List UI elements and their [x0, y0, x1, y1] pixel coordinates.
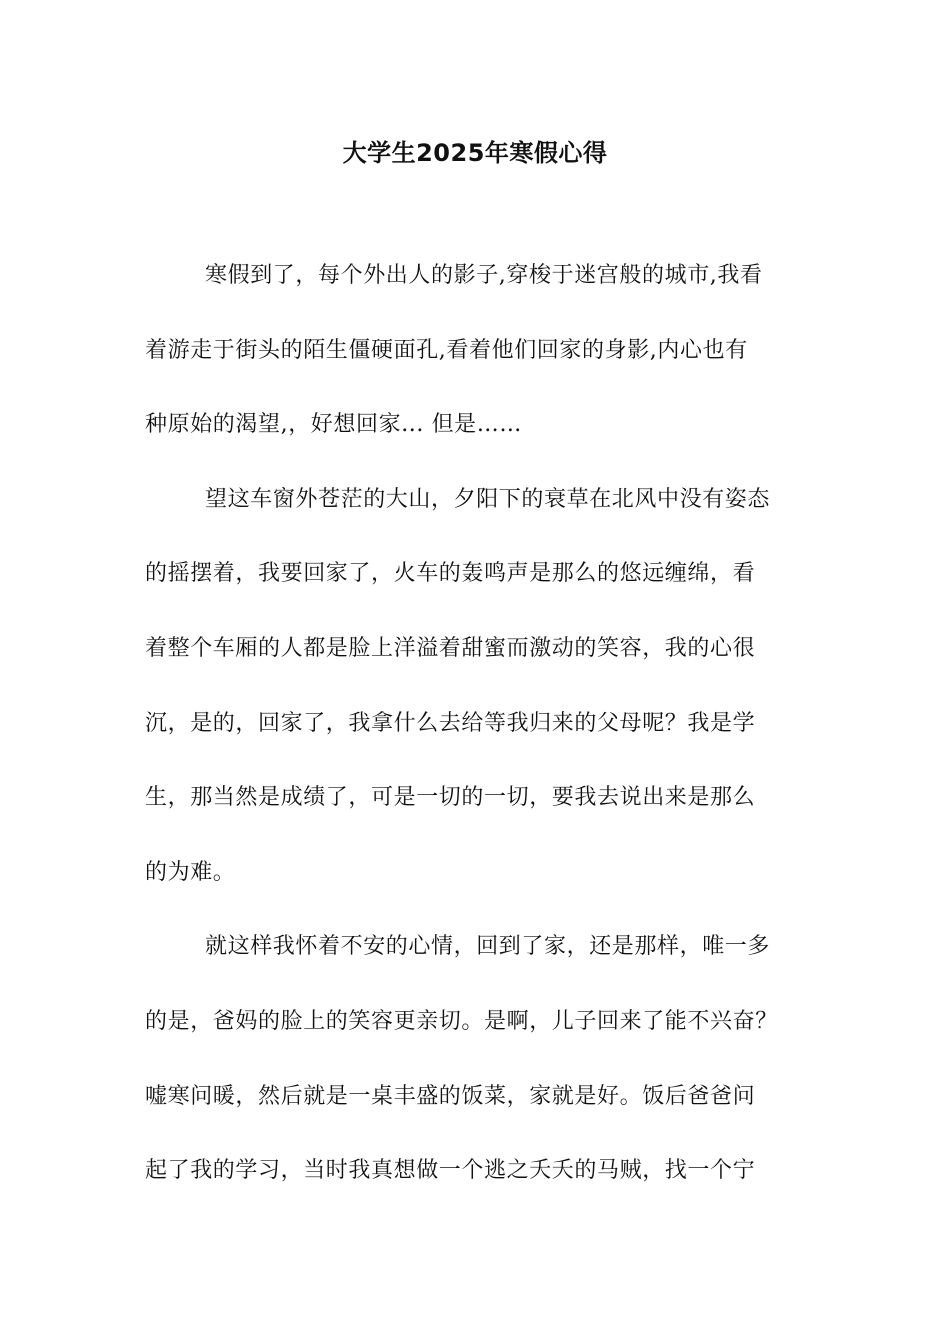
paragraph-line: 着游走于街头的陌生僵硬面孔,看着他们回家的身影,内心也有 — [145, 337, 748, 363]
paragraph-line: 望这车窗外苍茫的大山，夕阳下的衰草在北风中没有姿态 — [205, 486, 771, 512]
paragraph-line: 就这样我怀着不安的心情，回到了家，还是那样，唯一多 — [205, 934, 771, 960]
paragraph-line: 的摇摆着，我要回家了，火车的轰鸣声是那么的悠远缠绵，看 — [145, 561, 756, 587]
paragraph-line: 生，那当然是成绩了，可是一切的一切，要我去说出来是那么 — [145, 785, 756, 811]
paragraph-line: 种原始的渴望,，好想回家... 但是…… — [145, 412, 522, 438]
paragraph-line: 起了我的学习，当时我真想做一个逃之夭夭的马贼，找一个宁 — [145, 1158, 756, 1184]
paragraph-line: 着整个车厢的人都是脸上洋溢着甜蜜而激动的笑容，我的心很 — [145, 635, 756, 661]
document-title: 大学生2025年寒假心得 — [342, 139, 608, 167]
paragraph-line: 的为难。 — [145, 859, 236, 885]
paragraph-line: 的是，爸妈的脸上的笑容更亲切。是啊，儿子回来了能不兴奋？ — [145, 1008, 778, 1034]
paragraph-line: 嘘寒问暖，然后就是一桌丰盛的饭菜，家就是好。饭后爸爸问 — [145, 1083, 756, 1109]
document-body — [145, 256, 810, 1226]
paragraph-line: 沉，是的，回家了，我拿什么去给等我归来的父母呢？我是学 — [145, 710, 756, 736]
paragraph-line: 寒假到了，每个外出人的影子,穿梭于迷宫般的城市,我看 — [205, 263, 763, 288]
